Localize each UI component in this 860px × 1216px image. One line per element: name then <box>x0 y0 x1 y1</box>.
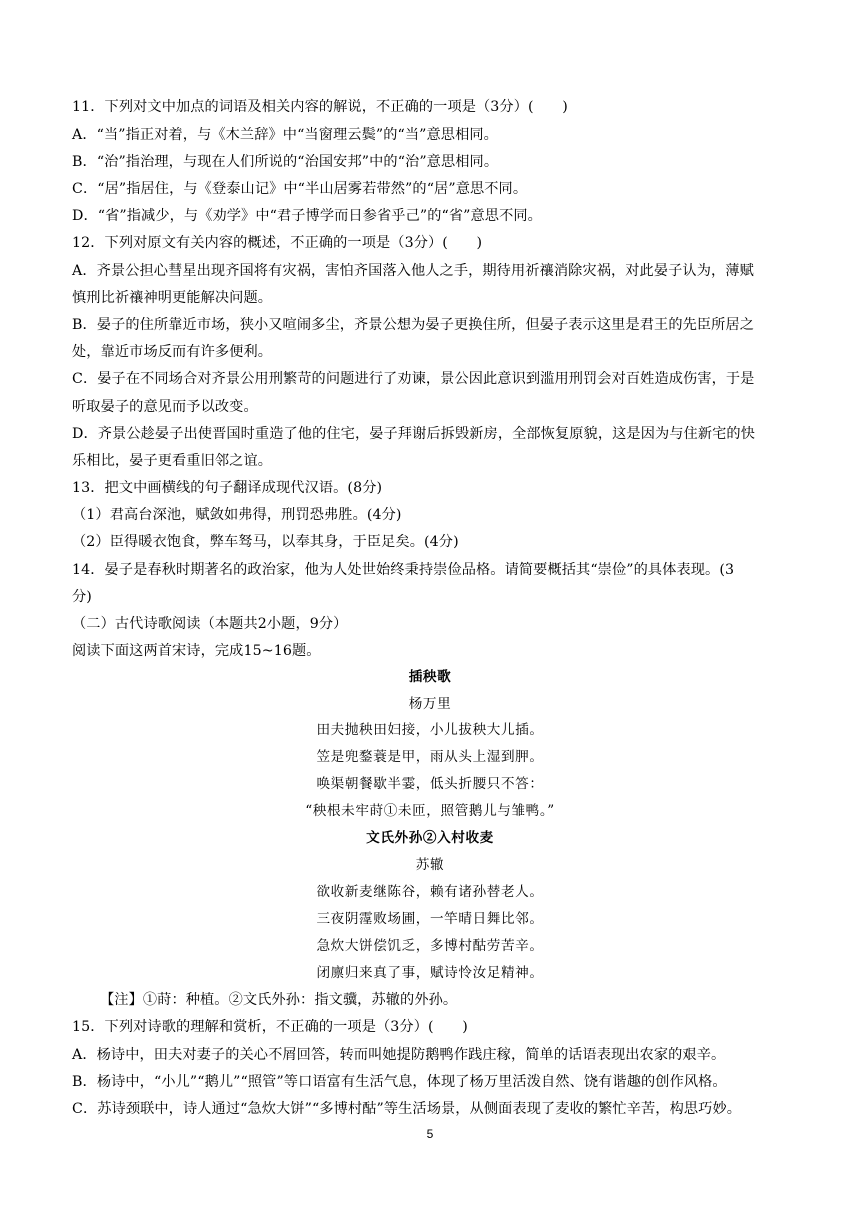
question-11-option-a: A．“当”指正对着，与《木兰辞》中“当窗理云鬓”的“当”意思相同。 <box>72 127 498 143</box>
question-13-part-1: （1）君高台深池，赋敛如弗得，刑罚恐弗胜。(4分) <box>72 507 402 523</box>
question-14-line1: 14．晏子是春秋时期著名的政治家，他为人处世始终秉持崇俭品格。请简要概括其“崇俭”的具体表现。(3 <box>72 562 735 578</box>
reading-instruction: 阅读下面这两首宋诗，完成15~16题。 <box>72 643 321 659</box>
question-11-stem: 11．下列对文中加点的词语及相关内容的解说，不正确的一项是（3分）( ) <box>72 99 568 115</box>
question-11-option-d: D．“省”指减少，与《劝学》中“君子博学而日参省乎己”的“省”意思不同。 <box>72 208 542 224</box>
poem2-line: 急炊大饼偿饥乏，多博村酤劳苦辛。 <box>316 938 544 954</box>
poem2-line: 闭廪归来真了事，赋诗怜汝足精神。 <box>316 965 544 981</box>
question-11-option-c: C．“居”指居住，与《登泰山记》中“半山居雾若带然”的“居”意思不同。 <box>72 181 528 197</box>
question-15-option-c: C．苏诗颈联中，诗人通过“急炊大饼”“多博村酤”等生活场景，从侧面表现了麦收的繁忙辛苦，构思巧妙。 <box>72 1101 742 1117</box>
question-12-option-a-line2: 慎刑比祈禳神明更能解决问题。 <box>72 290 273 306</box>
poem1-title: 插秧歌 <box>408 669 452 685</box>
section-heading: （二）古代诗歌阅读（本题共2小题，9分） <box>72 616 348 632</box>
poem1-author: 杨万里 <box>408 696 452 712</box>
poem1-line: 田夫抛秧田妇接，小儿拔秧大儿插。 <box>316 722 544 738</box>
poem2-line: 欲收新麦继陈谷，赖有诸孙替老人。 <box>316 884 544 900</box>
question-15-stem: 15．下列对诗歌的理解和赏析，不正确的一项是（3分）( ) <box>72 1019 468 1035</box>
question-15-option-a: A．杨诗中，田夫对妻子的关心不屑回答，转而叫她提防鹅鸭作践庄稼，简单的话语表现出农家的艰辛。 <box>72 1047 726 1063</box>
page-number: 5 <box>426 1127 434 1141</box>
question-12-option-d-line2: 乐相比，晏子更看重旧邻之谊。 <box>72 453 273 469</box>
question-15-option-b: B．杨诗中，“小儿”“鹅儿”“照管”等口语富有生活气息，体现了杨万里活泼自然、饶有谐趣的创作风格。 <box>72 1074 727 1090</box>
question-12-option-b-line1: B．晏子的住所靠近市场，狭小又喧闹多尘，齐景公想为晏子更换住所，但晏子表示这里是君王的先臣所居之 <box>72 317 755 333</box>
poem1-line: 笠是兜鍪蓑是甲，雨从头上湿到胛。 <box>316 749 544 765</box>
question-12-option-c-line1: C．晏子在不同场合对齐景公用刑繁苛的问题进行了劝谏，景公因此意识到滥用刑罚会对百姓造成伤害，于是 <box>72 371 755 387</box>
question-13-stem: 13．把文中画横线的句子翻译成现代汉语。(8分) <box>72 480 383 496</box>
question-12-option-a-line1: A．齐景公担心彗星出现齐国将有灾祸，害怕齐国落入他人之手，期待用祈禳消除灾祸，对此晏子认为，薄赋 <box>72 263 754 279</box>
question-11-option-b: B．“治”指治理，与现在人们所说的“治国安邦”中的“治”意思相同。 <box>72 154 499 170</box>
question-13-part-2: （2）臣得暖衣饱食，弊车驽马，以奉其身，于臣足矣。(4分) <box>72 534 459 550</box>
poem1-line: 唤渠朝餐歇半霎，低头折腰只不答： <box>316 776 544 792</box>
question-12-stem: 12．下列对原文有关内容的概述，不正确的一项是（3分）( ) <box>72 235 483 251</box>
poem2-line: 三夜阴霪败场圃，一竿晴日舞比邻。 <box>316 911 544 927</box>
poem-note: 【注】①莳：种植。②文氏外孙：指文骥，苏辙的外孙。 <box>100 992 458 1008</box>
question-12-option-b-line2: 处，靠近市场反而有许多便利。 <box>72 344 273 360</box>
question-12-option-c-line2: 听取晏子的意见而予以改变。 <box>72 399 258 415</box>
poem1-line: “秧根未牢莳①未匝，照管鹅儿与雏鸭。” <box>305 803 555 819</box>
question-14-line2: 分) <box>72 589 92 605</box>
poem2-title: 文氏外孙②入村收麦 <box>366 830 494 846</box>
question-12-option-d-line1: D．齐景公趁晏子出使晋国时重造了他的住宅，晏子拜谢后拆毁新房，全部恢复原貌，这是因为与住新宅的快 <box>72 426 755 442</box>
poem2-author: 苏辙 <box>415 857 445 873</box>
